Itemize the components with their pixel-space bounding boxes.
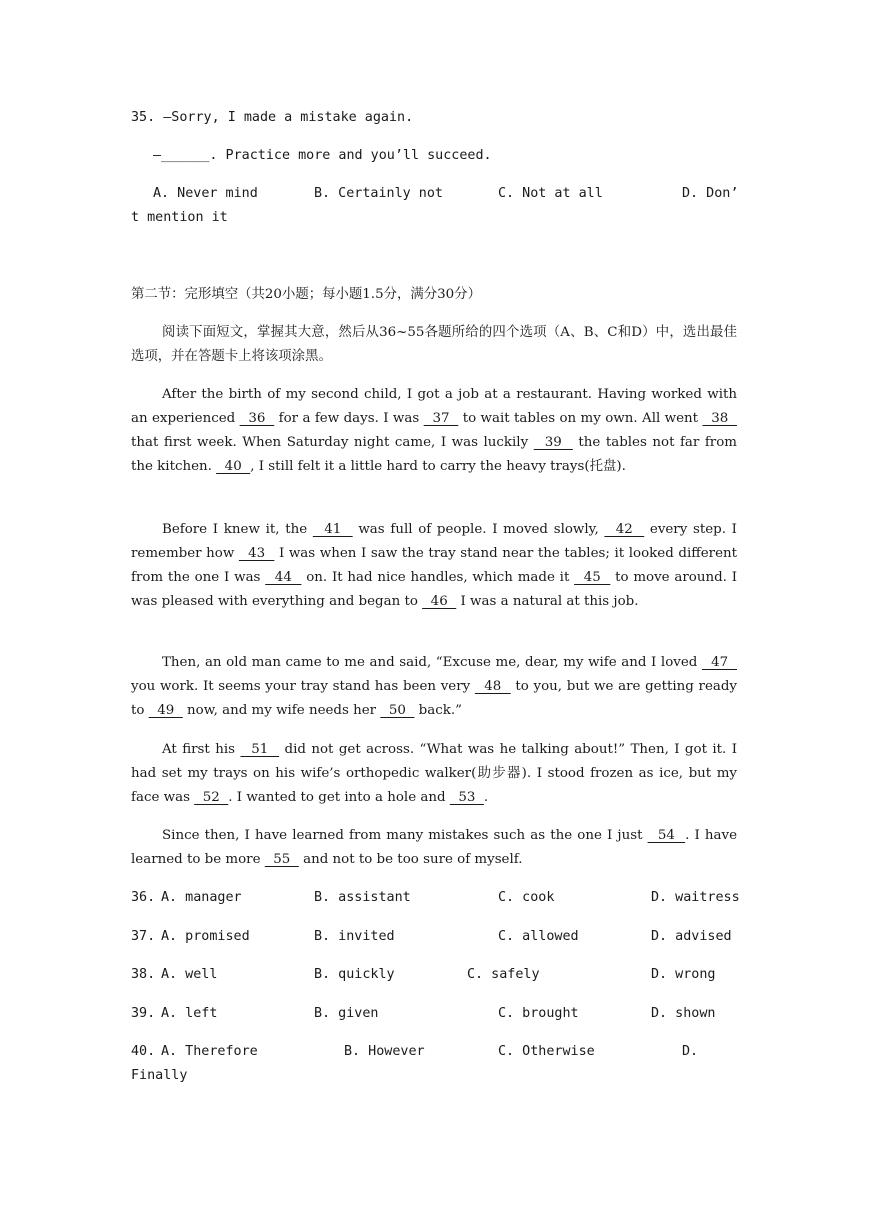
q35-options bbox=[131, 182, 751, 225]
passage-text: for a few days. I was bbox=[274, 411, 424, 426]
passage-text: After the birth of my second child, I got a job at a restaurant. Having worked with an experienced bbox=[131, 387, 742, 426]
passage-paragraph-3 bbox=[131, 651, 742, 723]
q37-number: 37. bbox=[131, 929, 156, 944]
blank-45: 45 bbox=[574, 570, 611, 585]
q37-option-c: C. allowed bbox=[498, 929, 579, 944]
q40-option-b: B. However bbox=[344, 1044, 425, 1059]
blank-53: 53 bbox=[449, 790, 484, 805]
passage-paragraph-4 bbox=[131, 738, 742, 810]
passage-text: back.” bbox=[414, 703, 462, 718]
passage-text: on. It had nice handles, which made it bbox=[301, 570, 575, 585]
passage-text: and not to be too sure of myself. bbox=[298, 852, 523, 867]
section-instruction: 阅读下面短文，掌握其大意，然后从36~55各题所给的四个选项（A、B、C和D）中，选出最佳选项，并在答题卡上将该项涂黑。 bbox=[131, 325, 737, 364]
q39-option-b: B. given bbox=[314, 1006, 379, 1021]
blank-40: 40 bbox=[216, 459, 251, 474]
passage-text: to move around. I was pleased with everything and began to bbox=[131, 570, 742, 609]
q38-options bbox=[131, 963, 751, 987]
q40-option-c: C. Otherwise bbox=[498, 1044, 595, 1059]
q36-option-a: A. manager bbox=[161, 890, 242, 905]
blank-39: 39 bbox=[533, 435, 573, 450]
q39-options bbox=[131, 1002, 751, 1026]
q39-option-a: A. left bbox=[161, 1006, 218, 1021]
passage-text: . I have learned to be more bbox=[131, 828, 742, 867]
q39-option-d: D. shown bbox=[651, 1006, 716, 1021]
passage-text: the tables not far from the kitchen. bbox=[131, 435, 742, 474]
q37-options bbox=[131, 925, 751, 949]
q40-option-a: A. Therefore bbox=[161, 1044, 258, 1059]
passage-text: you work. It seems your tray stand has been very bbox=[131, 655, 742, 694]
passage-paragraph-5 bbox=[131, 824, 742, 872]
q35-option-a: A. Never mind bbox=[153, 186, 258, 201]
blank-52: 52 bbox=[194, 790, 229, 805]
passage-text: Then, an old man came to me and said, “Excuse me, dear, my wife and I loved bbox=[162, 655, 702, 670]
q38-option-c: C. safely bbox=[467, 967, 540, 982]
passage-paragraph-1 bbox=[131, 383, 742, 479]
q37-option-b: B. invited bbox=[314, 929, 395, 944]
q37-option-d: D. advised bbox=[651, 929, 732, 944]
passage-text: was full of people. I moved slowly, bbox=[352, 522, 605, 537]
blank-51: 51 bbox=[240, 742, 280, 757]
q40-option-d-wrap: Finally bbox=[131, 1068, 188, 1083]
q35-option-c: C. Not at all bbox=[498, 186, 603, 201]
q40-option-d: D. bbox=[682, 1044, 699, 1059]
passage-text: now, and my wife needs her bbox=[182, 703, 381, 718]
blank-42: 42 bbox=[604, 522, 645, 537]
q40-options bbox=[131, 1040, 751, 1083]
passage-text: . I wanted to get into a hole and bbox=[228, 790, 450, 805]
blank-37: 37 bbox=[423, 411, 459, 426]
blank-38: 38 bbox=[702, 411, 737, 426]
blank-49: 49 bbox=[148, 703, 183, 718]
passage-text: At first his bbox=[162, 742, 241, 757]
blank-50: 50 bbox=[380, 703, 415, 718]
blank-46: 46 bbox=[422, 594, 457, 609]
q35-option-b: B. Certainly not bbox=[314, 186, 443, 201]
passage-text: to you, but we are getting ready to bbox=[131, 679, 742, 718]
blank-48: 48 bbox=[474, 679, 511, 694]
q38-option-a: A. well bbox=[161, 967, 218, 982]
q37-option-a: A. promised bbox=[161, 929, 250, 944]
passage-text: I was when I saw the tray stand near the tables; it looked different from the one I was bbox=[131, 546, 742, 585]
blank-55: 55 bbox=[264, 852, 299, 867]
q40-number: 40. bbox=[131, 1044, 156, 1059]
passage-text: Since then, I have learned from many mistakes such as the one I just bbox=[162, 828, 648, 843]
q36-option-d: D. waitress bbox=[651, 890, 740, 905]
q38-option-b: B. quickly bbox=[314, 967, 395, 982]
q35-option-d: D. Don’ bbox=[682, 186, 739, 201]
blank-54: 54 bbox=[647, 828, 686, 843]
q39-option-c: C. brought bbox=[498, 1006, 579, 1021]
q36-options bbox=[131, 886, 751, 910]
passage-text: . bbox=[483, 790, 489, 805]
q35-reply: —______. Practice more and you’ll succeed. bbox=[153, 148, 492, 163]
q36-option-b: B. assistant bbox=[314, 890, 411, 905]
passage-text: Before I knew it, the bbox=[162, 522, 313, 537]
passage-text: that first week. When Saturday night came, I was luckily bbox=[131, 411, 742, 450]
blank-36: 36 bbox=[239, 411, 275, 426]
passage-text: did not get across. “What was he talking about!” Then, I got it. I had set my trays on his wife’s orthopedic walker(助步器). I stood frozen as ice, but my face was bbox=[131, 742, 742, 805]
passage-text: to wait tables on my own. All went bbox=[458, 411, 703, 426]
q38-option-d: D. wrong bbox=[651, 967, 716, 982]
passage-text: , I still felt it a little hard to carry the heavy trays(托盘). bbox=[250, 459, 626, 474]
passage-text: every step. I remember how bbox=[131, 522, 742, 561]
q35-prompt: 35. —Sorry, I made a mistake again. bbox=[131, 110, 414, 125]
passage-text: I was a natural at this job. bbox=[456, 594, 639, 609]
q38-number: 38. bbox=[131, 967, 156, 982]
blank-47: 47 bbox=[701, 655, 738, 670]
q36-number: 36. bbox=[131, 890, 156, 905]
q36-option-c: C. cook bbox=[498, 890, 555, 905]
q35-option-d-wrap: t mention it bbox=[131, 210, 228, 225]
passage-paragraph-2 bbox=[131, 518, 742, 614]
blank-41: 41 bbox=[312, 522, 353, 537]
blank-44: 44 bbox=[265, 570, 302, 585]
q39-number: 39. bbox=[131, 1006, 156, 1021]
blank-43: 43 bbox=[238, 546, 275, 561]
section-heading: 第二节：完形填空（共20小题；每小题1.5分，满分30分） bbox=[131, 287, 481, 302]
